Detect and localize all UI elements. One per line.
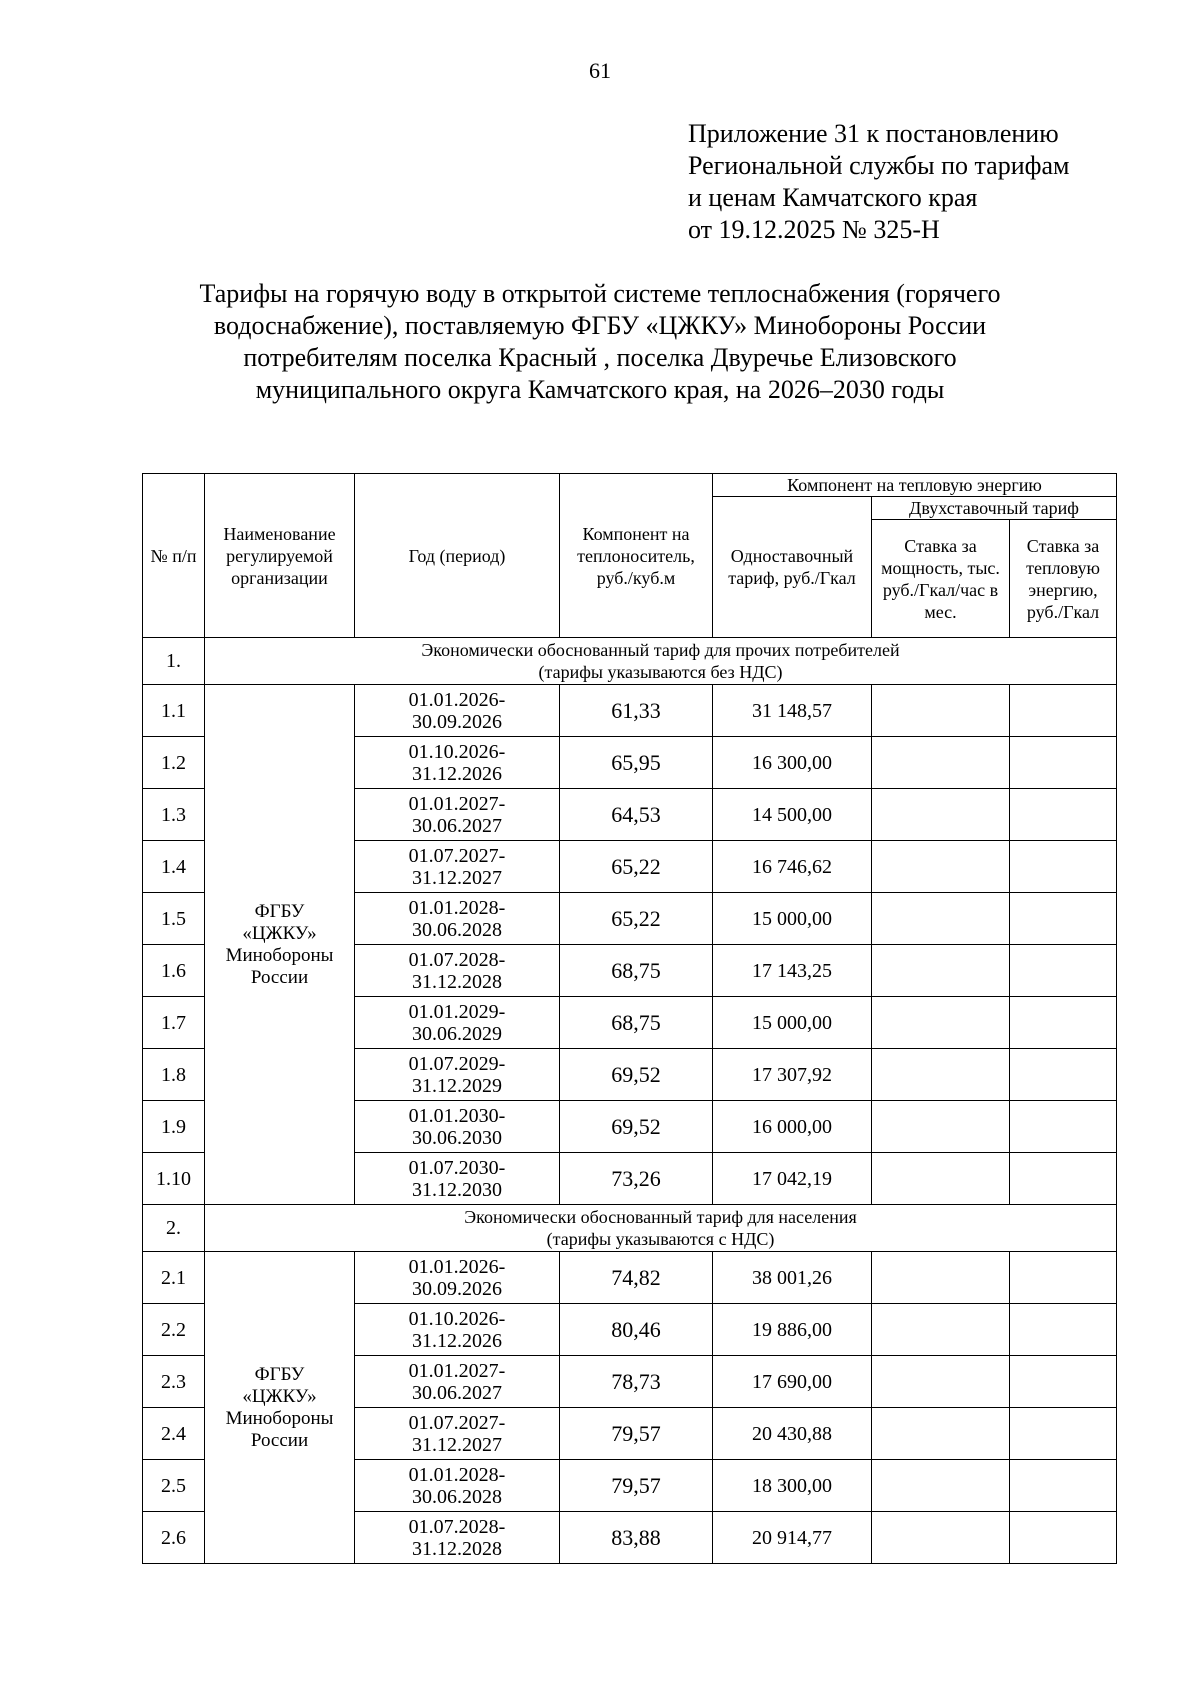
single-rate-value: 16 000,00 — [713, 1101, 872, 1153]
energy-rate-value — [1010, 1304, 1117, 1356]
header-num: № п/п — [143, 474, 205, 638]
capacity-rate-value — [872, 945, 1010, 997]
capacity-rate-value — [872, 841, 1010, 893]
carrier-value: 68,75 — [560, 945, 713, 997]
period-cell — [355, 685, 560, 737]
page-number: 61 — [589, 58, 611, 83]
carrier-value: 79,57 — [560, 1408, 713, 1460]
carrier-value: 80,46 — [560, 1304, 713, 1356]
title-line: муниципального округа Камчатского края, на 2026–2030 годы — [255, 375, 945, 404]
single-rate-value: 18 300,00 — [713, 1460, 872, 1512]
header-org: Наименование регулируемой организации — [205, 474, 355, 638]
single-rate-value: 17 307,92 — [713, 1049, 872, 1101]
energy-rate-value — [1010, 685, 1117, 737]
document-title — [60, 278, 1140, 406]
period-to: 31.12.2029 — [412, 1074, 502, 1097]
single-rate-value: 17 143,25 — [713, 945, 872, 997]
capacity-rate-value — [872, 1153, 1010, 1205]
period-from: 01.01.2028- — [408, 1463, 506, 1486]
carrier-value: 61,33 — [560, 685, 713, 737]
organization-cell — [205, 685, 355, 1205]
period-from: 01.07.2028- — [408, 1515, 506, 1538]
organization-line: Минобороны — [225, 1407, 334, 1429]
period-cell — [355, 1252, 560, 1304]
period-cell — [355, 1512, 560, 1564]
organization-line: ФГБУ — [254, 900, 305, 922]
row-num: 1.10 — [143, 1153, 205, 1205]
energy-rate-value — [1010, 737, 1117, 789]
capacity-rate-value — [872, 1356, 1010, 1408]
period-from: 01.01.2027- — [408, 792, 506, 815]
table-header — [143, 474, 1117, 638]
capacity-rate-value — [872, 1512, 1010, 1564]
period-to: 31.12.2030 — [412, 1178, 502, 1201]
period-cell — [355, 789, 560, 841]
row-num: 1.5 — [143, 893, 205, 945]
row-num: 1.8 — [143, 1049, 205, 1101]
single-rate-value: 19 886,00 — [713, 1304, 872, 1356]
energy-rate-value — [1010, 1356, 1117, 1408]
capacity-rate-value — [872, 1304, 1010, 1356]
header-carrier: Компонент на теплоноситель, руб./куб.м — [560, 474, 713, 638]
single-rate-value: 14 500,00 — [713, 789, 872, 841]
carrier-value: 78,73 — [560, 1356, 713, 1408]
section-title-line: Экономически обоснованный тариф для населения — [464, 1207, 857, 1227]
appendix-reference — [688, 118, 1069, 246]
energy-rate-value — [1010, 841, 1117, 893]
single-rate-value: 15 000,00 — [713, 893, 872, 945]
period-to: 31.12.2028 — [412, 1537, 502, 1560]
period-to: 31.12.2026 — [412, 1329, 502, 1352]
capacity-rate-value — [872, 737, 1010, 789]
period-cell — [355, 1460, 560, 1512]
energy-rate-value — [1010, 893, 1117, 945]
capacity-rate-value — [872, 893, 1010, 945]
row-num: 1.7 — [143, 997, 205, 1049]
energy-rate-value — [1010, 1512, 1117, 1564]
row-num: 1.2 — [143, 737, 205, 789]
single-rate-value: 17 690,00 — [713, 1356, 872, 1408]
appendix-line: и ценам Камчатского края — [688, 183, 978, 212]
row-num: 1.3 — [143, 789, 205, 841]
period-to: 30.06.2028 — [412, 1485, 502, 1508]
single-rate-value: 31 148,57 — [713, 685, 872, 737]
header-period: Год (период) — [355, 474, 560, 638]
period-cell — [355, 1304, 560, 1356]
energy-rate-value — [1010, 1153, 1117, 1205]
header-single-rate: Одноставочный тариф, руб./Гкал — [713, 497, 872, 638]
carrier-value: 74,82 — [560, 1252, 713, 1304]
energy-rate-value — [1010, 945, 1117, 997]
period-cell — [355, 945, 560, 997]
period-cell — [355, 1408, 560, 1460]
period-to: 31.12.2027 — [412, 866, 502, 889]
period-from: 01.01.2028- — [408, 896, 506, 919]
single-rate-value: 16 300,00 — [713, 737, 872, 789]
organization-line: «ЦЖКУ» — [242, 922, 317, 944]
period-to: 30.06.2027 — [412, 814, 502, 837]
tariff-table — [142, 473, 1117, 1564]
capacity-rate-value — [872, 1460, 1010, 1512]
section-title-line: Экономически обоснованный тариф для прочих потребителей — [421, 640, 900, 660]
row-num: 1.9 — [143, 1101, 205, 1153]
capacity-rate-value — [872, 1049, 1010, 1101]
organization-line: России — [250, 1429, 309, 1451]
period-to: 30.09.2026 — [412, 710, 502, 733]
row-num: 2.2 — [143, 1304, 205, 1356]
energy-rate-value — [1010, 789, 1117, 841]
period-to: 31.12.2027 — [412, 1433, 502, 1456]
capacity-rate-value — [872, 997, 1010, 1049]
period-cell — [355, 1356, 560, 1408]
carrier-value: 65,22 — [560, 841, 713, 893]
title-line: потребителям поселка Красный , поселка Двуречье Елизовского — [243, 343, 957, 372]
period-from: 01.01.2030- — [408, 1104, 506, 1127]
table-row — [143, 685, 1117, 737]
capacity-rate-value — [872, 1101, 1010, 1153]
appendix-line: от 19.12.2025 № 325-Н — [688, 215, 940, 244]
period-cell — [355, 841, 560, 893]
period-from: 01.07.2030- — [408, 1156, 506, 1179]
appendix-line: Региональной службы по тарифам — [688, 151, 1070, 180]
period-from: 01.01.2026- — [408, 688, 506, 711]
single-rate-value: 17 042,19 — [713, 1153, 872, 1205]
carrier-value: 69,52 — [560, 1049, 713, 1101]
period-cell — [355, 893, 560, 945]
carrier-value: 65,22 — [560, 893, 713, 945]
energy-rate-value — [1010, 1408, 1117, 1460]
period-to: 30.06.2029 — [412, 1022, 502, 1045]
organization-line: России — [250, 966, 309, 988]
organization-line: Минобороны — [225, 944, 334, 966]
section-title — [205, 638, 1117, 685]
title-line: Тарифы на горячую воду в открытой системе теплоснабжения (горячего — [199, 279, 1001, 308]
section-num: 2. — [143, 1205, 205, 1252]
period-to: 31.12.2028 — [412, 970, 502, 993]
single-rate-value: 20 914,77 — [713, 1512, 872, 1564]
section-header-row — [143, 638, 1117, 685]
header-two-rate: Двухставочный тариф — [872, 497, 1117, 520]
header-capacity-rate: Ставка за мощность, тыс. руб./Гкал/час в мес. — [872, 520, 1010, 638]
energy-rate-value — [1010, 1101, 1117, 1153]
period-from: 01.01.2029- — [408, 1000, 506, 1023]
period-cell — [355, 1049, 560, 1101]
period-from: 01.07.2027- — [408, 1411, 506, 1434]
period-from: 01.01.2026- — [408, 1255, 506, 1278]
period-from: 01.07.2027- — [408, 844, 506, 867]
period-to: 30.06.2027 — [412, 1381, 502, 1404]
section-header-row — [143, 1205, 1117, 1252]
single-rate-value: 20 430,88 — [713, 1408, 872, 1460]
section-title-line: (тарифы указываются с НДС) — [546, 1229, 775, 1249]
row-num: 2.3 — [143, 1356, 205, 1408]
period-from: 01.10.2026- — [408, 1307, 506, 1330]
carrier-value: 73,26 — [560, 1153, 713, 1205]
period-to: 30.06.2028 — [412, 918, 502, 941]
period-cell — [355, 1153, 560, 1205]
organization-line: ФГБУ — [254, 1363, 305, 1385]
carrier-value: 79,57 — [560, 1460, 713, 1512]
period-from: 01.07.2029- — [408, 1052, 506, 1075]
appendix-line: Приложение 31 к постановлению — [688, 119, 1059, 148]
title-line: водоснабжение), поставляемую ФГБУ «ЦЖКУ» Минобороны России — [213, 311, 987, 340]
carrier-value: 65,95 — [560, 737, 713, 789]
carrier-value: 68,75 — [560, 997, 713, 1049]
energy-rate-value — [1010, 997, 1117, 1049]
organization-line: «ЦЖКУ» — [242, 1385, 317, 1407]
header-energy-rate: Ставка за тепловую энергию, руб./Гкал — [1010, 520, 1117, 638]
section-title-line: (тарифы указываются без НДС) — [538, 662, 783, 682]
capacity-rate-value — [872, 685, 1010, 737]
table-body — [143, 638, 1117, 1564]
period-from: 01.01.2027- — [408, 1359, 506, 1382]
period-from: 01.07.2028- — [408, 948, 506, 971]
single-rate-value: 15 000,00 — [713, 997, 872, 1049]
period-from: 01.10.2026- — [408, 740, 506, 763]
row-num: 1.1 — [143, 685, 205, 737]
row-num: 2.5 — [143, 1460, 205, 1512]
single-rate-value: 38 001,26 — [713, 1252, 872, 1304]
capacity-rate-value — [872, 1252, 1010, 1304]
row-num: 2.4 — [143, 1408, 205, 1460]
capacity-rate-value — [872, 789, 1010, 841]
table-row — [143, 1252, 1117, 1304]
energy-rate-value — [1010, 1460, 1117, 1512]
period-cell — [355, 737, 560, 789]
carrier-value: 83,88 — [560, 1512, 713, 1564]
capacity-rate-value — [872, 1408, 1010, 1460]
row-num: 2.1 — [143, 1252, 205, 1304]
section-title — [205, 1205, 1117, 1252]
row-num: 1.6 — [143, 945, 205, 997]
period-cell — [355, 1101, 560, 1153]
period-to: 30.09.2026 — [412, 1277, 502, 1300]
row-num: 2.6 — [143, 1512, 205, 1564]
period-to: 30.06.2030 — [412, 1126, 502, 1149]
header-heat-energy: Компонент на тепловую энергию — [713, 474, 1117, 497]
energy-rate-value — [1010, 1252, 1117, 1304]
organization-cell — [205, 1252, 355, 1564]
period-cell — [355, 997, 560, 1049]
energy-rate-value — [1010, 1049, 1117, 1101]
section-num: 1. — [143, 638, 205, 685]
single-rate-value: 16 746,62 — [713, 841, 872, 893]
carrier-value: 69,52 — [560, 1101, 713, 1153]
carrier-value: 64,53 — [560, 789, 713, 841]
period-to: 31.12.2026 — [412, 762, 502, 785]
row-num: 1.4 — [143, 841, 205, 893]
